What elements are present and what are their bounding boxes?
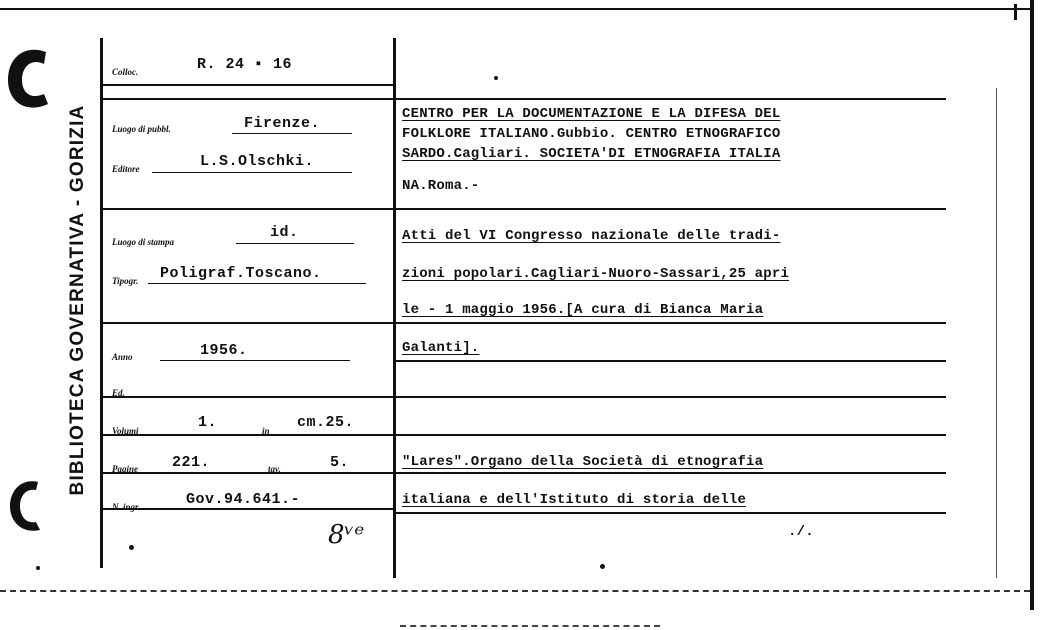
rule [396, 512, 946, 514]
description-line: le - 1 maggio 1956.[A cura di Bianca Maria [402, 302, 764, 318]
rule [396, 322, 946, 324]
library-stamp: BIBLIOTECA GOVERNATIVA - GORIZIA [67, 104, 88, 496]
rule [396, 360, 946, 362]
value-volumi: 1. [198, 414, 218, 431]
description-line: CENTRO PER LA DOCUMENTAZIONE E LA DIFESA DEL [402, 106, 781, 122]
label-tavole: tav. [268, 464, 281, 474]
value-luogo-stampa: id. [270, 224, 299, 241]
value-anno: 1956. [200, 342, 248, 359]
value-pagine: 221. [172, 454, 211, 471]
bottom-edge [0, 590, 1030, 592]
underline [152, 172, 352, 173]
label-tipografia: Tipogr. [112, 276, 139, 286]
handwritten-mark: 8ᵛᵉ [328, 520, 365, 550]
underline [232, 133, 352, 134]
rule [102, 472, 394, 474]
description-line: Galanti]. [402, 340, 480, 356]
label-luogo-pubbl: Luogo di pubbl. [112, 124, 171, 134]
dot-mark [494, 76, 498, 80]
value-formato: cm.25. [297, 414, 355, 431]
rule [102, 508, 394, 510]
rule [396, 98, 946, 100]
value-luogo-pubbl: Firenze. [244, 115, 321, 132]
stamp-c-top-icon [4, 44, 54, 114]
rule [396, 396, 946, 398]
description-line: italiana e dell'Istituto di storia delle [402, 492, 747, 508]
rule [102, 84, 394, 86]
label-n-ingr: N. ingr. [112, 502, 141, 512]
value-editore: L.S.Olschki. [200, 153, 315, 170]
dot-mark [36, 566, 40, 570]
label-formato: in [262, 426, 270, 436]
label-anno: Anno [112, 352, 133, 362]
rule [102, 322, 394, 324]
value-tipografia: Poligraf.Toscano. [160, 265, 322, 282]
rule [396, 434, 946, 436]
description-line: NA.Roma.- [402, 178, 480, 194]
stamp-c-bottom-icon [6, 476, 46, 536]
value-n-ingr: Gov.94.641.- [186, 491, 301, 508]
corner-mark [1014, 4, 1017, 20]
description-line: "Lares".Organo della Società di etnografia [402, 454, 764, 470]
bottom-edge-fragment [400, 625, 660, 627]
top-border [0, 8, 1030, 10]
continuation-mark: ./. [788, 524, 814, 540]
rule [102, 396, 394, 398]
description-line: Atti del VI Congresso nazionale delle tradi- [402, 228, 781, 244]
description-line: SARDO.Cagliari. SOCIETA'DI ETNOGRAFIA ITALIA [402, 146, 781, 162]
description-line: zioni popolari.Cagliari-Nuoro-Sassari,25 apri [402, 266, 790, 282]
right-border [1030, 0, 1034, 610]
rule [102, 434, 394, 436]
label-volumi: Volumi [112, 426, 139, 436]
underline [148, 283, 366, 284]
label-editore: Editore [112, 164, 140, 174]
middle-column-rule [393, 38, 396, 578]
rule [396, 208, 946, 210]
description-line: FOLKLORE ITALIANO.Gubbio. CENTRO ETNOGRAFICO [402, 126, 781, 142]
rule [396, 472, 946, 474]
value-tavole: 5. [330, 454, 350, 471]
rule [102, 208, 394, 210]
underline [160, 360, 350, 361]
left-column-rule [100, 38, 103, 568]
label-ed: Ed. [112, 388, 125, 398]
dot-mark [600, 564, 605, 569]
label-luogo-stampa: Luogo di stampa [112, 237, 175, 247]
label-pagine: Pagine [112, 464, 138, 474]
rule [102, 98, 394, 100]
underline [236, 243, 354, 244]
right-thin-rule [996, 88, 997, 578]
label-collocazione: Colloc. [112, 67, 139, 77]
dot-mark [129, 545, 134, 550]
value-collocazione: R. 24 ▪ 16 [197, 56, 293, 73]
